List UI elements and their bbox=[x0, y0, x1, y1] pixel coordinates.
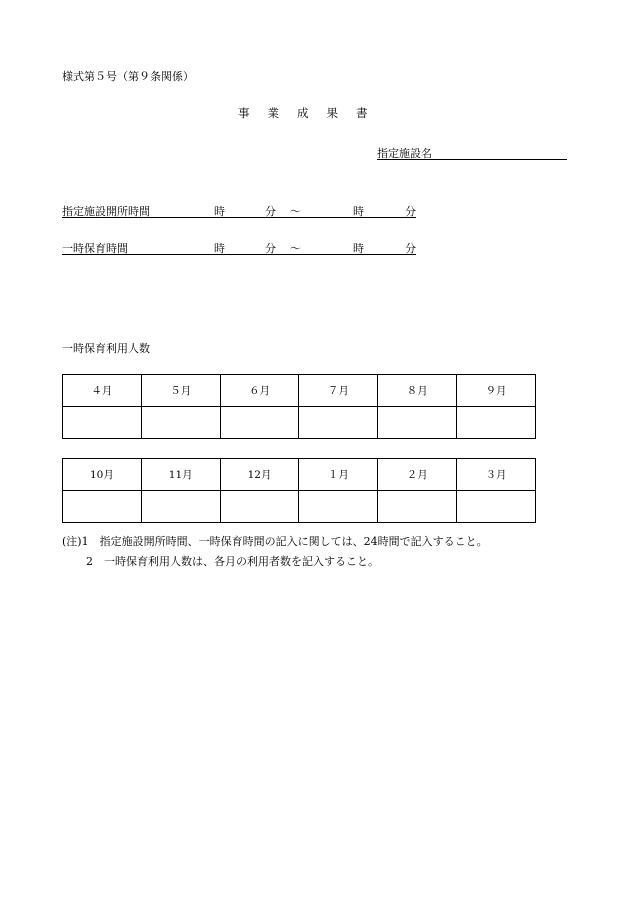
form-number: 様式第５号（第９条関係） bbox=[62, 70, 194, 83]
temporary-care-hours-label: 一時保育時間 bbox=[62, 242, 128, 255]
note-1: (注)1 指定施設開所時間、一時保育時間の記入に関しては、24時間で記入すること。 bbox=[62, 535, 488, 548]
month-header-cell: 12月 bbox=[220, 459, 299, 491]
start-hour-unit: 時 bbox=[214, 205, 225, 218]
usage-count-row bbox=[63, 491, 536, 523]
usage-count-cell[interactable] bbox=[220, 407, 299, 439]
range-tilde: 〜 bbox=[290, 242, 301, 255]
month-header-cell: 10月 bbox=[63, 459, 142, 491]
facility-name-field[interactable] bbox=[377, 145, 567, 160]
opening-hours-row[interactable] bbox=[62, 203, 416, 218]
start-minute-unit: 分 bbox=[265, 205, 276, 218]
end-minute-unit: 分 bbox=[405, 205, 416, 218]
usage-count-cell[interactable] bbox=[378, 407, 457, 439]
month-header-cell: ２月 bbox=[378, 459, 457, 491]
note-2: 2 一時保育利用人数は、各月の利用者数を記入すること。 bbox=[86, 555, 379, 568]
start-hour-unit: 時 bbox=[214, 242, 225, 255]
month-header-cell: ７月 bbox=[299, 375, 378, 407]
start-minute-unit: 分 bbox=[265, 242, 276, 255]
usage-count-cell[interactable] bbox=[457, 407, 536, 439]
temporary-care-hours-row[interactable] bbox=[62, 240, 416, 255]
usage-count-cell[interactable] bbox=[63, 491, 142, 523]
month-header-cell: ９月 bbox=[457, 375, 536, 407]
month-header-cell: ３月 bbox=[457, 459, 536, 491]
month-header-cell: ６月 bbox=[220, 375, 299, 407]
month-header-cell: ８月 bbox=[378, 375, 457, 407]
usage-count-cell[interactable] bbox=[299, 491, 378, 523]
facility-name-label: 指定施設名 bbox=[377, 147, 432, 160]
range-tilde: 〜 bbox=[290, 205, 301, 218]
month-header-row bbox=[63, 375, 536, 407]
document-title: 事業成果書 bbox=[238, 106, 386, 120]
usage-table-oct-mar bbox=[62, 458, 536, 523]
usage-count-cell[interactable] bbox=[63, 407, 142, 439]
month-header-cell: 11月 bbox=[141, 459, 220, 491]
usage-count-cell[interactable] bbox=[378, 491, 457, 523]
usage-table-apr-sep bbox=[62, 374, 536, 439]
usage-count-cell[interactable] bbox=[457, 491, 536, 523]
month-header-cell: １月 bbox=[299, 459, 378, 491]
usage-count-cell[interactable] bbox=[141, 491, 220, 523]
usage-count-cell[interactable] bbox=[141, 407, 220, 439]
usage-count-cell[interactable] bbox=[299, 407, 378, 439]
month-header-cell: ４月 bbox=[63, 375, 142, 407]
usage-count-cell[interactable] bbox=[220, 491, 299, 523]
opening-hours-label: 指定施設開所時間 bbox=[62, 205, 150, 218]
month-header-cell: ５月 bbox=[141, 375, 220, 407]
usage-count-heading: 一時保育利用人数 bbox=[62, 342, 150, 355]
end-hour-unit: 時 bbox=[353, 205, 364, 218]
end-hour-unit: 時 bbox=[353, 242, 364, 255]
month-header-row bbox=[63, 459, 536, 491]
usage-count-row bbox=[63, 407, 536, 439]
end-minute-unit: 分 bbox=[405, 242, 416, 255]
